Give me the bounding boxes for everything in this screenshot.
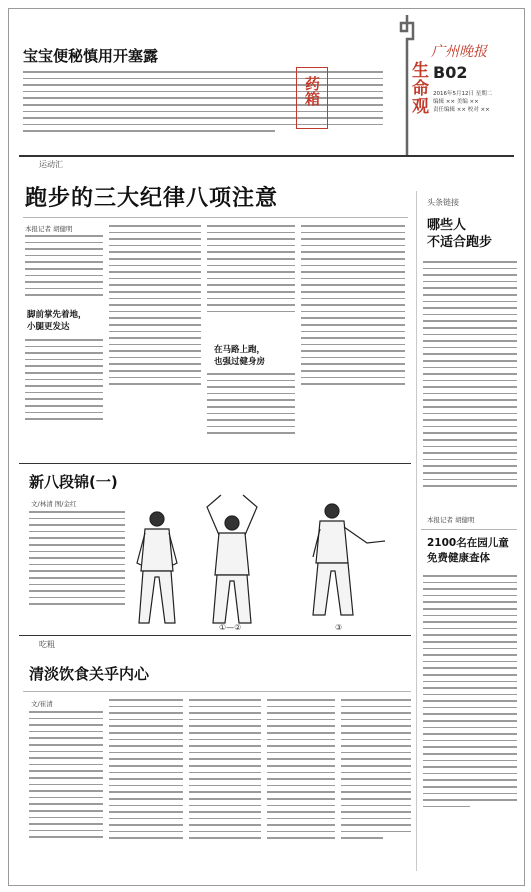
running-col-4 — [301, 225, 405, 385]
food-title: 清淡饮食关乎内心 — [29, 665, 150, 683]
sidebar-article2-title: 2100名在园儿童 免费健康查体 — [427, 537, 509, 564]
running-section-tag: 运动汇 — [39, 160, 63, 169]
food-top-rule — [19, 635, 411, 636]
edition-meta-2: 编辑 ×× 美编 ×× — [433, 99, 479, 105]
running-article-title: 跑步的三大纪律八项注意 — [25, 186, 279, 211]
edition-meta-3: 责任编辑 ×× 校对 ×× — [433, 107, 490, 113]
top-divider — [19, 155, 514, 157]
running-byline: 本报记者 胡健明 — [25, 225, 73, 233]
illustration-caption-2: ③ — [335, 623, 343, 632]
qigong-top-rule — [19, 463, 411, 464]
top-article-body — [23, 71, 383, 132]
running-col-3a — [207, 225, 295, 312]
sidebar-divider — [416, 191, 417, 871]
figure-1 — [137, 512, 177, 623]
food-col-1 — [29, 711, 103, 838]
food-col-5 — [341, 699, 411, 839]
edition-meta-1: 2016年5月12日 星期二 — [433, 91, 493, 97]
brand-logo: 广州晚报 — [431, 44, 487, 60]
food-title-rule — [23, 691, 411, 692]
food-col-4 — [267, 699, 335, 839]
qigong-illustration — [127, 477, 411, 633]
running-col-3b — [207, 373, 295, 434]
food-col-2 — [109, 699, 183, 839]
seal-text: 药箱 — [303, 76, 321, 106]
top-article-title: 宝宝便秘慎用开塞露 — [23, 47, 159, 65]
sidebar-title: 哪些人 不适合跑步 — [427, 218, 493, 250]
sidebar-rule — [421, 529, 517, 530]
running-col-1b — [25, 339, 103, 420]
section-name: 生命观 — [408, 61, 428, 115]
illustration-caption-1: ①—② — [219, 623, 242, 632]
section-code: B02 — [433, 63, 468, 82]
food-byline: 文/崔清 — [31, 700, 53, 708]
seal-stamp — [296, 67, 328, 129]
sidebar-article2-body — [423, 575, 517, 807]
food-section-tag: 吃粗 — [39, 640, 55, 649]
food-col-3 — [189, 699, 261, 839]
qigong-title: 新八段锦(一) — [29, 473, 118, 491]
newspaper-page — [8, 8, 525, 886]
qigong-body — [29, 511, 125, 605]
running-subhead-1: 脚前掌先着地， 小腿更发达 — [27, 310, 87, 332]
sidebar-byline: 本报记者 胡健明 — [427, 516, 475, 524]
qigong-byline: 文/林清 图/金红 — [31, 500, 77, 508]
figure-2 — [207, 495, 257, 623]
running-subhead-2: 在马路上跑， 也强过健身房 — [214, 345, 266, 367]
running-col-2 — [109, 225, 201, 385]
running-title-rule — [23, 217, 408, 218]
running-col-1a — [25, 235, 103, 296]
figure-3 — [313, 504, 385, 615]
sidebar-tag: 头条链接 — [427, 198, 459, 207]
sidebar-body — [423, 261, 517, 487]
